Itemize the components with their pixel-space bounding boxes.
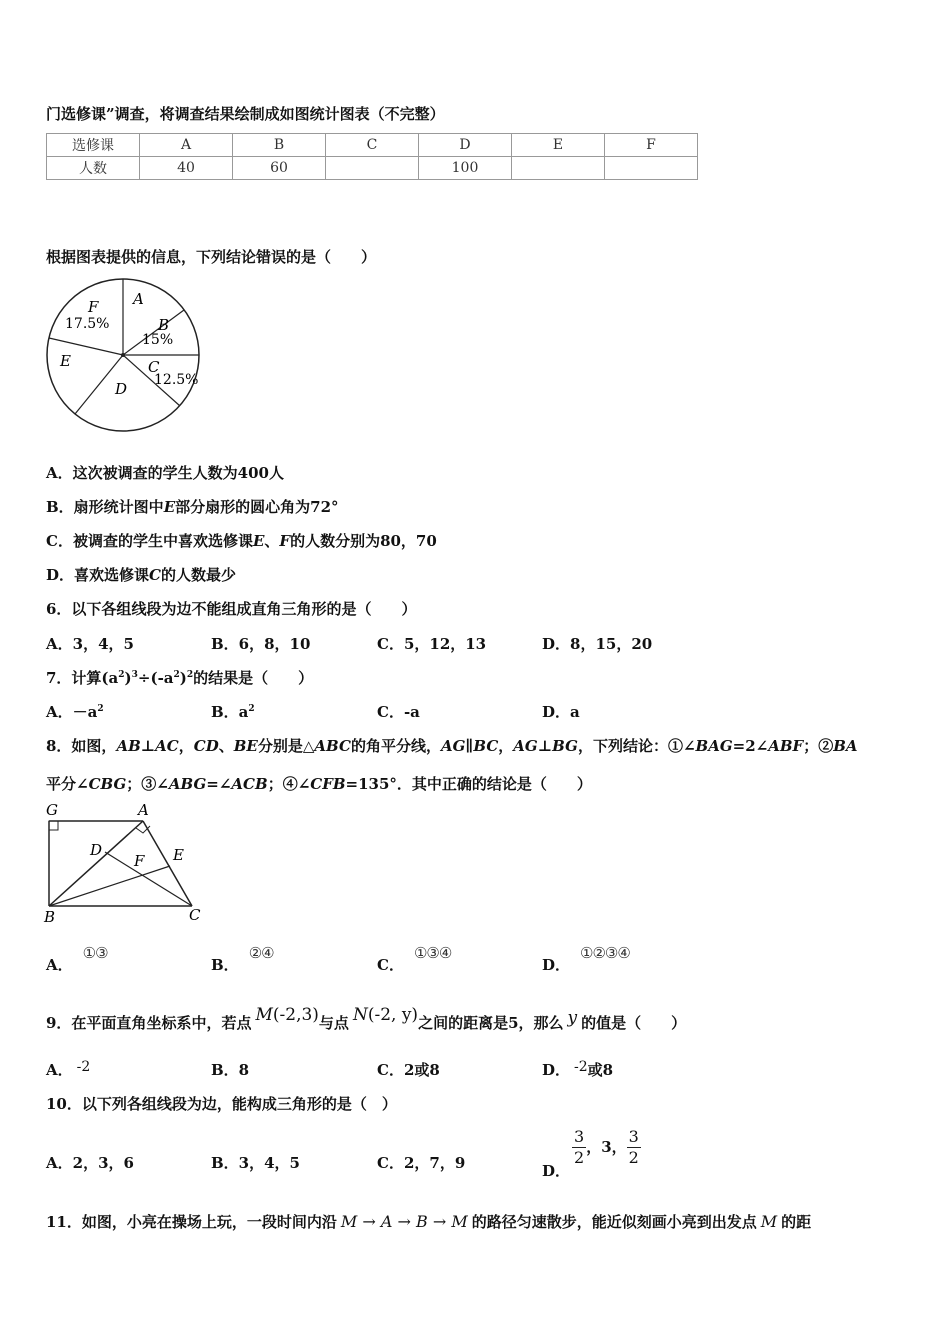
pie-label-d: D — [115, 380, 128, 398]
table-cell: E — [512, 134, 605, 157]
q9-option-c[interactable]: C．2或8 — [377, 1061, 440, 1079]
pie-label-b: B — [158, 316, 170, 334]
q9-option-d[interactable]: D． -2或8 — [542, 1059, 614, 1079]
table-cell: D — [419, 134, 512, 157]
q6-option-d[interactable]: D．8，15，20 — [542, 635, 653, 653]
q8-stem-line2: 平分∠CBG；③∠ABG=∠ACB；④∠CFB=135°．其中正确的结论是（ ） — [46, 775, 592, 793]
q8-option-b[interactable]: B．②④ — [211, 944, 274, 974]
q8-option-a[interactable]: A．①③ — [46, 944, 108, 974]
intro-text: 门选修课”调查，将调查结果绘制成如图统计图表（不完整） — [46, 105, 445, 123]
pie-pct-c: 12.5% — [154, 372, 199, 388]
table-cell: 人数 — [47, 157, 140, 180]
pie-label-f: F — [88, 298, 99, 316]
fig-label-c: C — [189, 906, 201, 924]
fig-label-e: E — [173, 846, 184, 864]
pie-figure — [40, 276, 210, 441]
table-row — [47, 157, 698, 180]
triangle-figure — [40, 800, 220, 928]
table-cell: F — [605, 134, 698, 157]
table-cell: 40 — [140, 157, 233, 180]
table-cell: 选修课 — [47, 134, 140, 157]
q7-option-c[interactable]: C．-a — [377, 703, 420, 721]
table-cell: B — [233, 134, 326, 157]
q11-stem: 11．如图，小亮在操场上玩，一段时间内沿 M → A → B → M 的路径匀速散步，能近似刻画小亮到出发点 M 的距 — [46, 1212, 812, 1231]
q5-prompt: 根据图表提供的信息，下列结论错误的是（ ） — [46, 248, 377, 266]
q5-option-c[interactable]: C．被调查的学生中喜欢选修课E、F的人数分别为80，70 — [46, 532, 437, 550]
pie-label-c: C — [148, 358, 160, 376]
q10-option-c[interactable]: C．2，7，9 — [377, 1154, 466, 1172]
pie-pct-f: 17.5% — [65, 316, 110, 332]
q10-stem: 10．以下列各组线段为边，能构成三角形的是（ ） — [46, 1095, 397, 1113]
q9-stem: 9．在平面直角坐标系中，若点 M(-2,3)与点 N(-2, y)之间的距离是5，那么 y 的值是（ ） — [46, 1005, 687, 1032]
q8-option-d[interactable]: D．①②③④ — [542, 944, 630, 974]
q10-option-a[interactable]: A．2，3，6 — [46, 1154, 134, 1172]
table-cell — [512, 157, 605, 180]
fig-label-a: A — [138, 801, 149, 819]
q8-stem-line1: 8．如图，AB⊥AC，CD、BE分别是△ABC的角平分线，AG∥BC，AG⊥BG，下列结论：①∠BAG=2∠ABF；②BA — [46, 737, 858, 755]
pie-label-e: E — [60, 352, 71, 370]
fig-label-d: D — [90, 841, 103, 859]
table-cell — [326, 157, 419, 180]
table-cell: A — [140, 134, 233, 157]
q7-option-d[interactable]: D．a — [542, 703, 580, 721]
fig-label-b: B — [44, 908, 56, 926]
q7-stem: 7．计算$(a^2)^3\div(-a^2)^2$的结果是（ ） — [46, 669, 314, 687]
table-cell: 60 — [233, 157, 326, 180]
elective-table — [46, 133, 698, 180]
q6-option-b[interactable]: B．6，8，10 — [211, 635, 311, 653]
q8-option-c[interactable]: C．①③④ — [377, 944, 452, 974]
q5-option-b[interactable]: B．扇形统计图中E部分扇形的圆心角为72° — [46, 498, 339, 516]
table-cell: C — [326, 134, 419, 157]
table-cell — [605, 157, 698, 180]
q6-option-a[interactable]: A．3，4，5 — [46, 635, 134, 653]
fig-label-g: G — [46, 801, 58, 819]
q10-option-b[interactable]: B．3，4，5 — [211, 1154, 300, 1172]
fig-label-f: F — [134, 852, 145, 870]
q10-option-d[interactable]: D． $\frac{3}{2}$ ，3， $\frac{3}{2}$ — [542, 1127, 639, 1180]
table-cell: 100 — [419, 157, 512, 180]
pie-label-a: A — [133, 290, 144, 308]
q9-option-b[interactable]: B．8 — [211, 1061, 250, 1079]
q6-option-c[interactable]: C．5，12，13 — [377, 635, 487, 653]
pie-pct-b: 15% — [142, 332, 174, 348]
q6-stem: 6．以下各组线段为边不能组成直角三角形的是（ ） — [46, 600, 417, 618]
table-row — [47, 134, 698, 157]
q5-option-d[interactable]: D．喜欢选修课C的人数最少 — [46, 566, 236, 584]
q7-option-b[interactable]: B．$a^2$ — [211, 703, 255, 721]
q9-option-a[interactable]: A． -2 — [46, 1059, 91, 1079]
q5-option-a[interactable]: A．这次被调查的学生人数为400人 — [46, 464, 284, 482]
q7-option-a[interactable]: A．$-a^2$ — [46, 703, 104, 721]
